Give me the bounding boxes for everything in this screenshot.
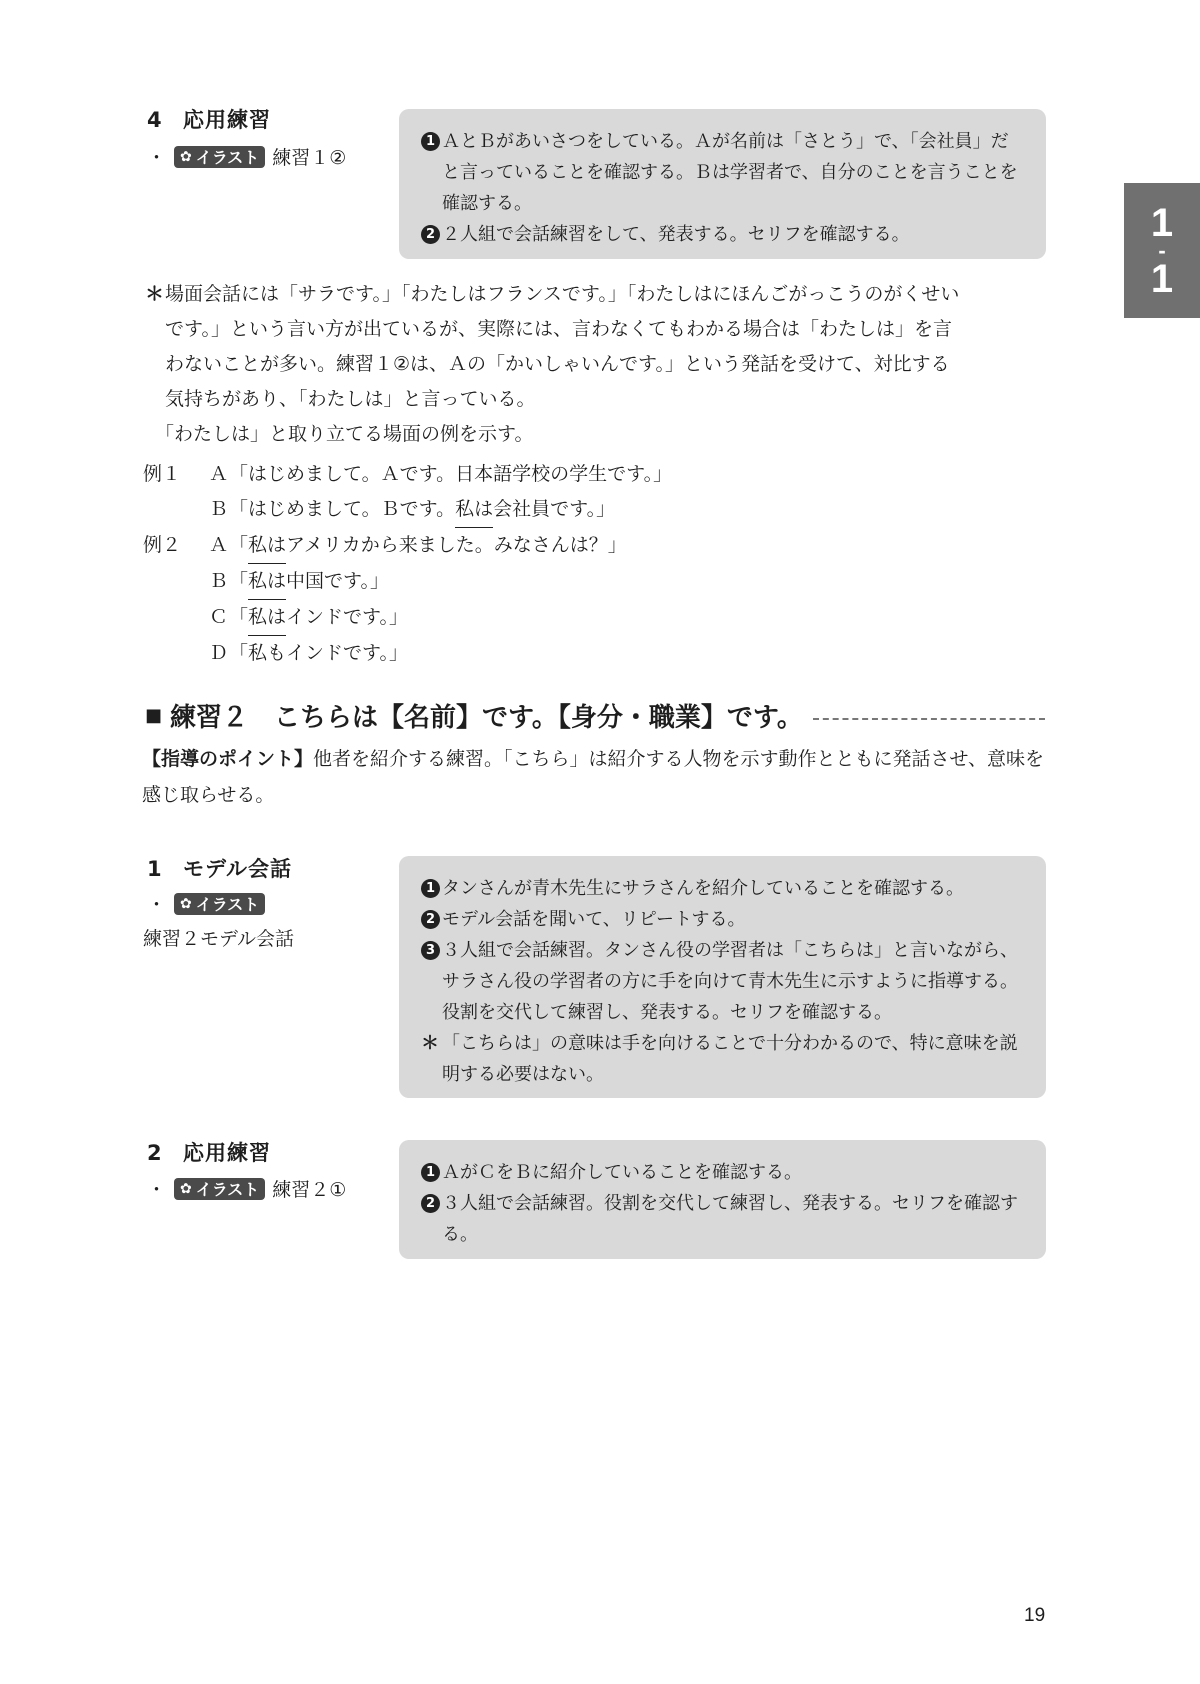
example-line [143, 600, 672, 636]
example-line [143, 528, 672, 564]
utterance: 「 [229, 570, 249, 592]
speaker: Ａ [209, 463, 229, 485]
illustration-badge [174, 1178, 265, 1200]
step-number-2-icon: 2 [421, 225, 440, 244]
ref-text: 練習２① [272, 1179, 347, 1201]
chapter-tab-bottom: 1 [1150, 257, 1174, 301]
step [421, 1157, 1024, 1188]
step-text: ３人組で会話練習。役割を交代して練習し、発表する。セリフを確認する。 [442, 1193, 1018, 1245]
example-label: 例２ [143, 534, 182, 556]
ref-bullet: ・ [147, 147, 167, 169]
example-label: 例１ [143, 463, 182, 485]
utterance: 「 [229, 606, 249, 628]
example-line [143, 457, 672, 492]
step [421, 1188, 1024, 1250]
illustration-badge [174, 146, 265, 168]
teaching-point [142, 741, 1060, 813]
step-text: タンさんが青木先生にサラさんを紹介していることを確認する。 [442, 878, 964, 899]
section-4-instruction-box [399, 109, 1046, 259]
badge-label: イラスト [195, 148, 260, 167]
step-number-1-icon: 1 [421, 1163, 440, 1182]
section-2-instruction-box [399, 1140, 1046, 1259]
illustration-badge [174, 893, 265, 915]
utterance: 会社員です。」 [493, 498, 616, 520]
speaker: Ｂ [209, 570, 229, 592]
box-note-text: 「こちらは」の意味は手を向けることで十分わかるので、特に意味を説明する必要はない。 [442, 1033, 1018, 1085]
section-4-title: 応用練習 [183, 108, 271, 132]
section-2-reference [147, 1175, 346, 1202]
section-4-heading [147, 104, 271, 134]
utterance: インドです。」 [286, 606, 409, 628]
utterance: 「私もインドです。」 [229, 642, 408, 664]
chapter-tab-top: 1 [1150, 201, 1174, 245]
step-text: ＡがＣをＢに紹介していることを確認する。 [442, 1162, 802, 1183]
flower-icon: ✿ [180, 1180, 192, 1197]
ref-text: 練習１② [272, 147, 347, 169]
example-line [143, 492, 672, 528]
step-text: ３人組で会話練習。タンさん役の学習者は「こちらは」と言いながら、サラさん役の学習者の方に手を向けて青木先生に示すように指導する。役割を交代して練習し、発表する。セリフを確認する。 [442, 940, 1018, 1023]
badge-label: イラスト [195, 1180, 260, 1199]
step [421, 873, 1024, 904]
step-number-1-icon: 1 [421, 132, 440, 151]
section-4-reference [147, 143, 346, 170]
underlined-topic: 私は [248, 600, 286, 636]
underlined-topic: 私は [248, 564, 286, 600]
utterance: 中国です。」 [286, 570, 390, 592]
step [421, 126, 1024, 219]
underlined-topic: 私は [455, 492, 493, 528]
section-1-reference [147, 890, 272, 917]
underlined-topic: 私は [248, 528, 286, 564]
section-1-title: モデル会話 [183, 857, 292, 881]
square-icon: ■ [145, 705, 163, 726]
speaker: Ａ [209, 534, 229, 556]
box-note [421, 1028, 1024, 1090]
section-1-instruction-box [399, 856, 1046, 1098]
note-paragraph [145, 277, 1050, 452]
speaker: Ｂ [209, 498, 229, 520]
note-line: です。」という言い方が出ているが、実際には、言わなくてもわかる場合は「わたしは」を言 [165, 318, 952, 340]
section-1-heading [147, 853, 292, 883]
practice-2-title: 練習２ こちらは【名前】です。【身分・職業】です。 [170, 703, 803, 733]
section-1-number: 1 [147, 857, 163, 881]
note-line: わないことが多い。練習１②は、Ａの「かいしゃいんです。」という発話を受けて、対比する [165, 353, 950, 375]
ref-bullet: ・ [147, 894, 167, 916]
flower-icon: ✿ [180, 148, 192, 165]
utterance: 「 [229, 534, 249, 556]
step-number-2-icon: 2 [421, 1194, 440, 1213]
chapter-tab [1124, 183, 1200, 318]
page-number: 19 [1024, 1605, 1046, 1626]
step [421, 935, 1024, 1028]
badge-label: イラスト [195, 895, 260, 914]
teaching-point-label: 【指導のポイント】 [142, 748, 314, 770]
utterance: アメリカから来ました。みなさんは？」 [286, 534, 627, 556]
section-2-title: 応用練習 [183, 1141, 271, 1165]
utterance: 「はじめまして。Ａです。日本語学校の学生です。」 [229, 463, 673, 485]
speaker: Ｄ [209, 642, 229, 664]
step-number-3-icon: 3 [421, 941, 440, 960]
utterance: 「はじめまして。Ｂです。 [229, 498, 456, 520]
section-2-number: 2 [147, 1141, 163, 1165]
note-asterisk: ＊ [421, 1033, 439, 1054]
note-line: 場面会話には「サラです。」「わたしはフランスです。」「わたしはにほんごがっこうのがくせい [165, 283, 960, 305]
dashed-rule [813, 718, 1045, 720]
step-text: モデル会話を聞いて、リピートする。 [442, 909, 746, 930]
step-text: ＡとＢがあいさつをしている。Ａが名前は「さとう」で、「会社員」だと言っていることを確認する。Ｂは学習者で、自分のことを言うことを確認する。 [442, 131, 1018, 214]
chapter-tab-dash: - [1158, 238, 1166, 263]
teaching-point-text: 他者を紹介する練習。「こちら」は紹介する人物を示す動作とともに発話させ、意味を感じ取らせる。 [142, 748, 1044, 806]
note-line: 気持ちがあり、「わたしは」と言っている。 [165, 388, 536, 410]
step-number-1-icon: 1 [421, 879, 440, 898]
flower-icon: ✿ [180, 895, 192, 912]
ref-bullet: ・ [147, 1179, 167, 1201]
examples [143, 457, 672, 671]
section-2-heading [147, 1137, 271, 1167]
example-line [143, 564, 672, 600]
step-text: ２人組で会話練習をして、発表する。セリフを確認する。 [442, 224, 910, 245]
step [421, 904, 1024, 935]
step-number-2-icon: 2 [421, 910, 440, 929]
note-asterisk: ＊ [145, 283, 165, 305]
step [421, 219, 1024, 250]
section-1-ref-text: 練習２モデル会話 [143, 928, 295, 950]
practice-2-heading [145, 697, 1045, 734]
note-line: 「わたしは」と取り立てる場面の例を示す。 [155, 423, 534, 445]
example-line [143, 636, 672, 671]
section-4-number: 4 [147, 108, 163, 132]
speaker: Ｃ [209, 606, 229, 628]
